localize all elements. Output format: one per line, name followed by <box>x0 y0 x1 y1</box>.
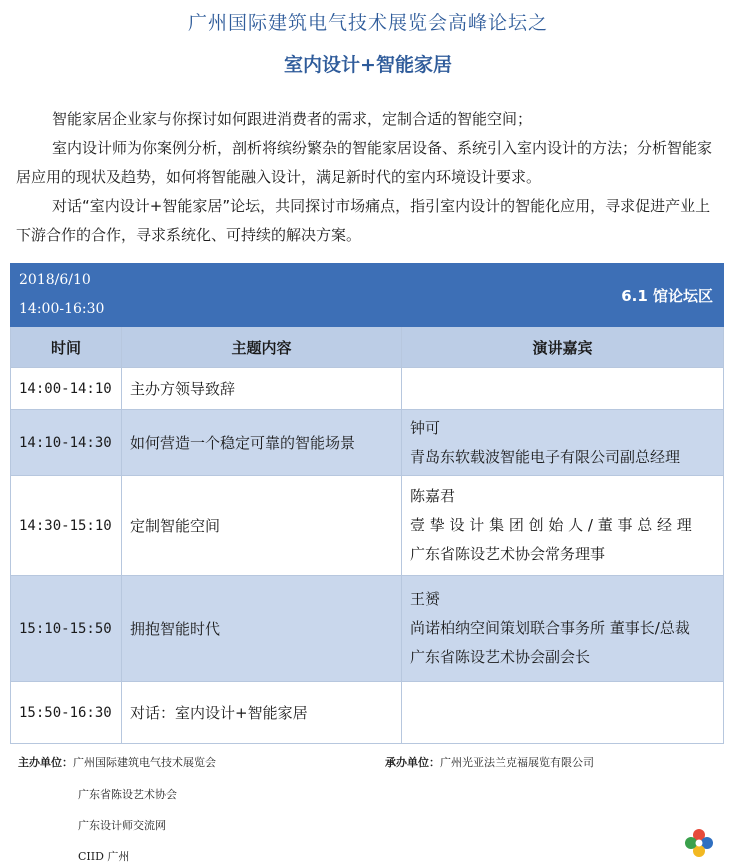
page-subtitle: 室内设计+智能家居 <box>284 54 452 76</box>
table-row <box>11 682 724 744</box>
host-item: 广州国际建筑电气技术展览会 <box>73 756 216 769</box>
speaker-title: 广东省陈设艺术协会常务理事 <box>410 545 606 563</box>
table-row <box>11 576 724 682</box>
table-row <box>11 410 724 476</box>
intro-paragraph: 室内设计师为你案例分析，剖析将缤纷繁杂的智能家居设备、系统引入室内设计的方法；分析智能家居应用的现状及趋势，如何将智能融入设计，满足新时代的室内环境设计要求。 <box>16 139 713 186</box>
organizer-label: 承办单位： <box>385 756 440 769</box>
schedule-date: 2018/6/10 <box>19 272 91 288</box>
row-speaker <box>402 368 724 410</box>
row-time: 14:00-14:10 <box>11 368 122 410</box>
row-time: 14:30-15:10 <box>11 476 122 576</box>
speaker-title: 广东省陈设艺术协会副会长 <box>410 648 591 666</box>
column-header-speaker: 演讲嘉宾 <box>402 327 724 368</box>
table-header-row <box>11 327 724 368</box>
row-speaker <box>402 410 724 476</box>
host-label: 主办单位： <box>18 756 73 769</box>
row-topic: 定制智能空间 <box>122 476 402 576</box>
host-item: 广东省陈设艺术协会 <box>78 788 177 801</box>
row-speaker <box>402 476 724 576</box>
schedule-table <box>10 263 724 744</box>
row-speaker <box>402 682 724 744</box>
speaker-title: 尚诺柏纳空间策划联合事务所 董事长/总裁 <box>410 619 690 637</box>
speaker-title: 壹 挚 设 计 集 团 创 始 人 / 董 事 总 经 理 <box>410 516 692 534</box>
speaker-name: 陈嘉君 <box>410 487 456 505</box>
speaker-name: 钟可 <box>410 418 441 437</box>
row-speaker <box>402 576 724 682</box>
row-time: 14:10-14:30 <box>11 410 122 476</box>
schedule-datetime <box>11 264 122 327</box>
intro-paragraph: 智能家居企业家与你探讨如何跟进消费者的需求，定制合适的智能空间； <box>52 110 533 128</box>
organizer-name: 广州光亚法兰克福展览有限公司 <box>440 756 594 769</box>
host-list <box>18 754 216 770</box>
schedule-time-range: 14:00-16:30 <box>19 301 105 317</box>
column-header-time: 时间 <box>11 327 122 368</box>
row-topic: 主办方领导致辞 <box>122 368 402 410</box>
table-row <box>11 368 724 410</box>
row-topic: 如何营造一个稳定可靠的智能场景 <box>122 410 402 476</box>
speaker-name: 王赟 <box>410 590 441 608</box>
table-row <box>11 476 724 576</box>
row-time: 15:10-15:50 <box>11 576 122 682</box>
row-time: 15:50-16:30 <box>11 682 122 744</box>
host-item: 广东设计师交流网 <box>78 819 166 832</box>
page-title: 广州国际建筑电气技术展览会高峰论坛之 <box>187 12 548 34</box>
row-topic: 对话：室内设计+智能家居 <box>122 682 402 744</box>
intro-paragraph: 对话“室内设计+智能家居”论坛，共同探讨市场痛点，指引室内设计的智能化应用，寻求促进产业上下游合作的合作，寻求系统化、可持续的解决方案。 <box>16 197 711 244</box>
row-topic: 拥抱智能时代 <box>122 576 402 682</box>
organizer <box>385 754 594 770</box>
column-header-topic: 主题内容 <box>122 327 402 368</box>
schedule-banner <box>11 264 724 327</box>
pinwheel-logo-icon <box>682 826 716 860</box>
intro-text <box>16 105 724 250</box>
host-item: CIID 广州 <box>78 850 130 863</box>
schedule-venue: 6.1 馆论坛区 <box>122 264 724 327</box>
speaker-title: 青岛东软载波智能电子有限公司副总经理 <box>410 447 681 466</box>
